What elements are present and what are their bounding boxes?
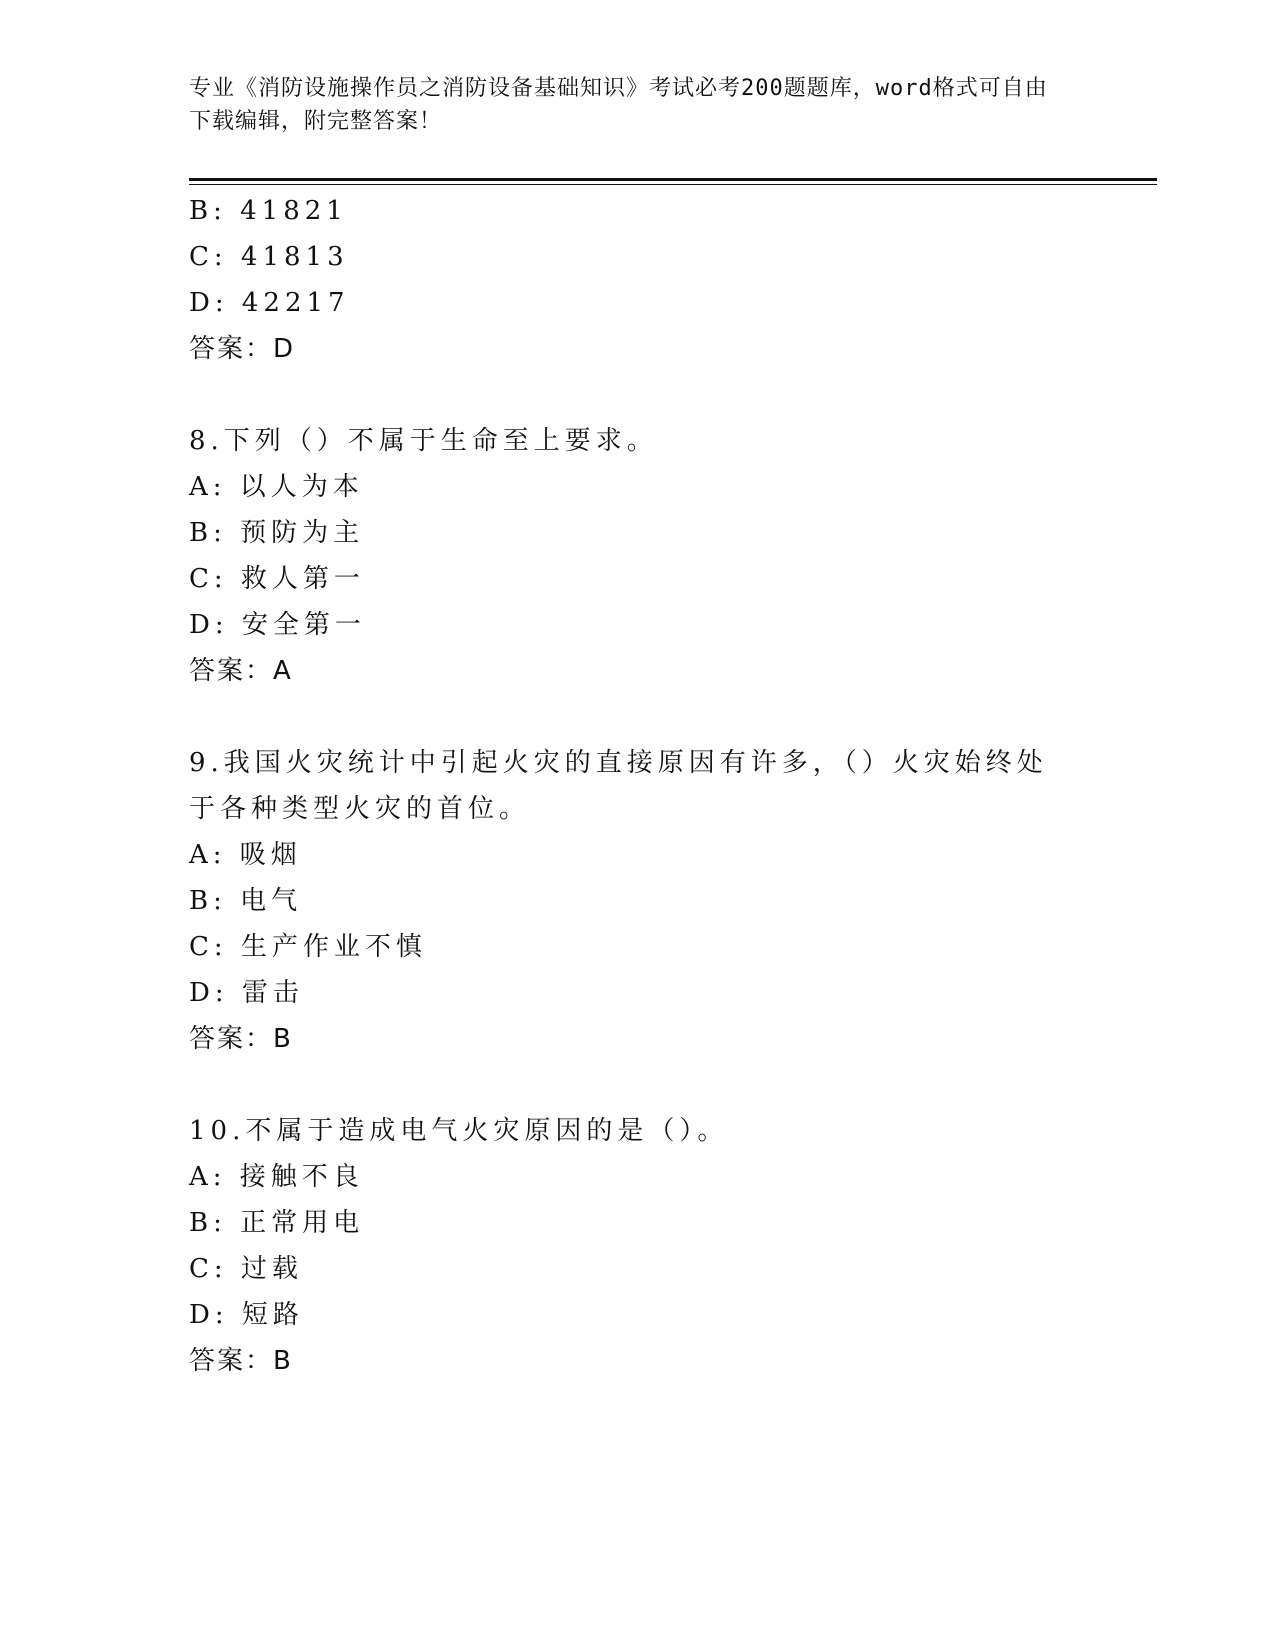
option-a: A: 接触不良 <box>189 1162 364 1192</box>
header-rule-thick <box>189 178 1157 181</box>
option-a: A: 吸烟 <box>189 840 302 870</box>
question-stem: 9.我国火灾统计中引起火灾的直接原因有许多，（）火灾始终处于各种类型火灾的首位。 <box>189 748 1048 824</box>
answer-line: 答案：B <box>189 1024 293 1054</box>
option-d: D: 雷击 <box>189 978 304 1008</box>
option-c: C: 41813 <box>189 242 349 272</box>
option-b: B: 预防为主 <box>189 518 365 548</box>
spacer <box>189 694 1089 740</box>
option-d: D: 短路 <box>189 1300 304 1330</box>
option-c: C: 救人第一 <box>189 564 365 594</box>
answer-line: 答案：B <box>189 1346 293 1376</box>
question-block-8 <box>189 418 1089 694</box>
question-block-10 <box>189 1108 1089 1384</box>
option-b: B: 正常用电 <box>189 1208 365 1238</box>
spacer <box>189 372 1089 418</box>
document-body <box>189 188 1089 1384</box>
question-stem: 8.下列（）不属于生命至上要求。 <box>189 426 658 456</box>
question-block-9 <box>189 740 1089 1062</box>
spacer <box>189 1062 1089 1108</box>
answer-line: 答案：D <box>189 334 296 364</box>
option-b: B: 电气 <box>189 886 303 916</box>
option-b: B: 41821 <box>189 196 348 226</box>
option-d: D: 42217 <box>189 288 350 318</box>
option-c: C: 生产作业不慎 <box>189 932 427 962</box>
option-d: D: 安全第一 <box>189 610 366 640</box>
option-c: C: 过载 <box>189 1254 303 1284</box>
answer-line: 答案：A <box>189 656 293 686</box>
option-a: A: 以人为本 <box>189 472 364 502</box>
question-block-prev <box>189 188 1089 372</box>
header-rule-thin <box>189 184 1157 185</box>
document-header: 专业《消防设施操作员之消防设备基础知识》考试必考200题题库，word格式可自由下载编辑，附完整答案！ <box>189 76 1048 134</box>
question-stem: 10.不属于造成电气火灾原因的是（）。 <box>189 1116 729 1146</box>
